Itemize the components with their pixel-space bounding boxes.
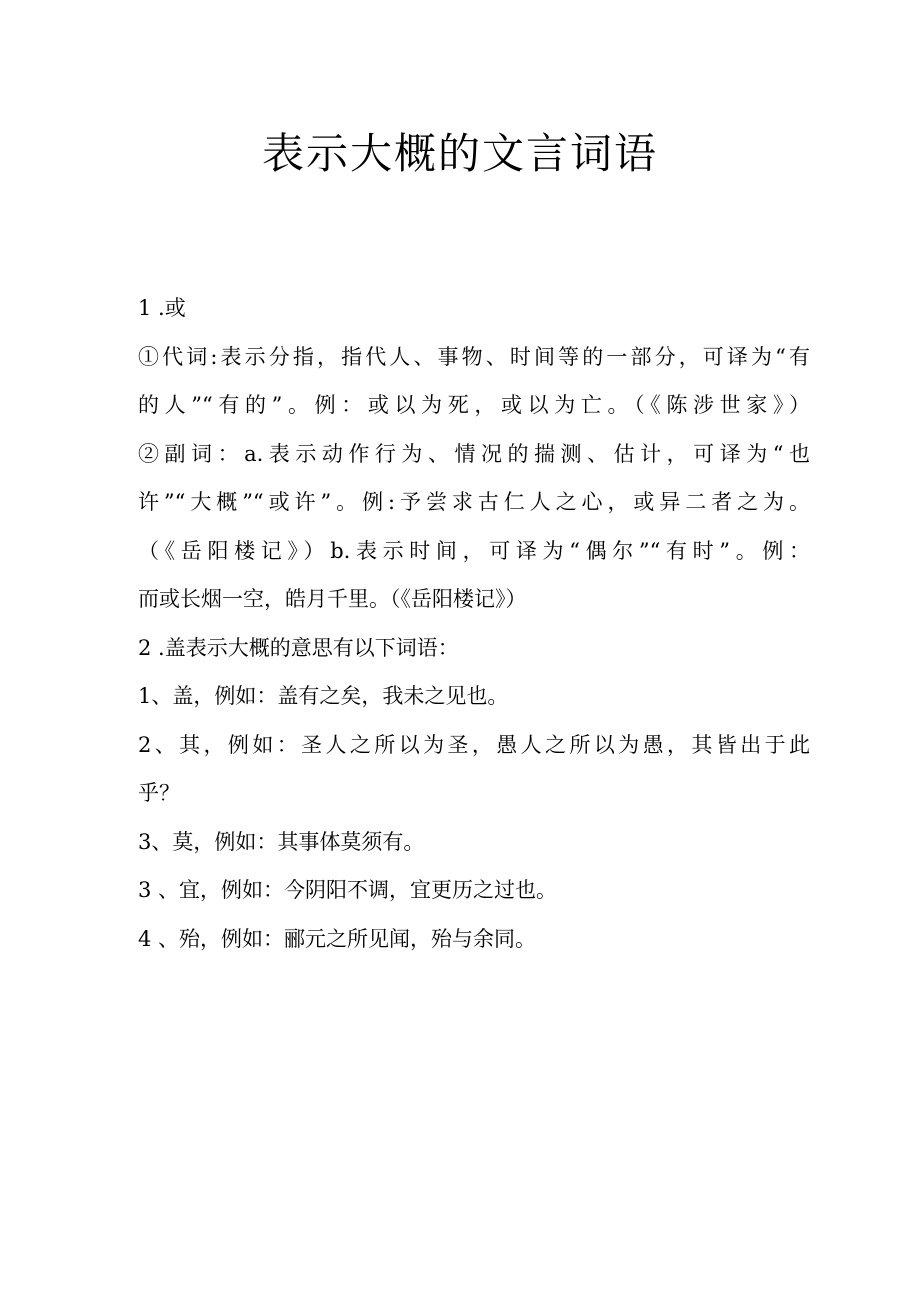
list-item: 1、盖，例如：盖有之矣，我未之见也。 (138, 684, 509, 708)
list-item: 3、莫，例如：其事体莫须有。 (138, 829, 425, 854)
document-body (138, 284, 810, 963)
list-item: 4 、殆，例如：郦元之所见闻，殆与余同。 (138, 926, 537, 951)
paragraph-line: 的人”“有的”。例：或以为死，或以为亡。（《陈涉世家》） (138, 393, 810, 417)
paragraph-line: 许”“大概”“或许”。例:予尝求古仁人之心，或异二者之为。 (138, 490, 810, 514)
section-heading-1: 1 .或 (138, 296, 186, 320)
document-title: 表示大概的文言词语 (261, 129, 658, 178)
paragraph-line: ①代词:表示分指，指代人、事物、时间等的一部分，可译为“有 (138, 344, 810, 369)
paragraph-line: （《岳阳楼记》）b.表示时间，可译为“偶尔”“有时”。例： (138, 538, 810, 563)
list-item-continuation: 乎？ (138, 781, 180, 805)
section-heading-2: 2 .盖表示大概的意思有以下词语： (138, 635, 459, 660)
list-item: 2、其，例如：圣人之所以为圣，愚人之所以为愚，其皆出于此 (138, 732, 810, 757)
paragraph-line: 而或长烟一空，皓月千里。（《岳阳楼记》） (138, 587, 527, 611)
paragraph-line: ②副词：a.表示动作行为、情况的揣测、估计，可译为“也 (138, 441, 810, 466)
list-item: 3 、宜，例如：今阴阳不调，宜更历之过也。 (138, 878, 558, 902)
